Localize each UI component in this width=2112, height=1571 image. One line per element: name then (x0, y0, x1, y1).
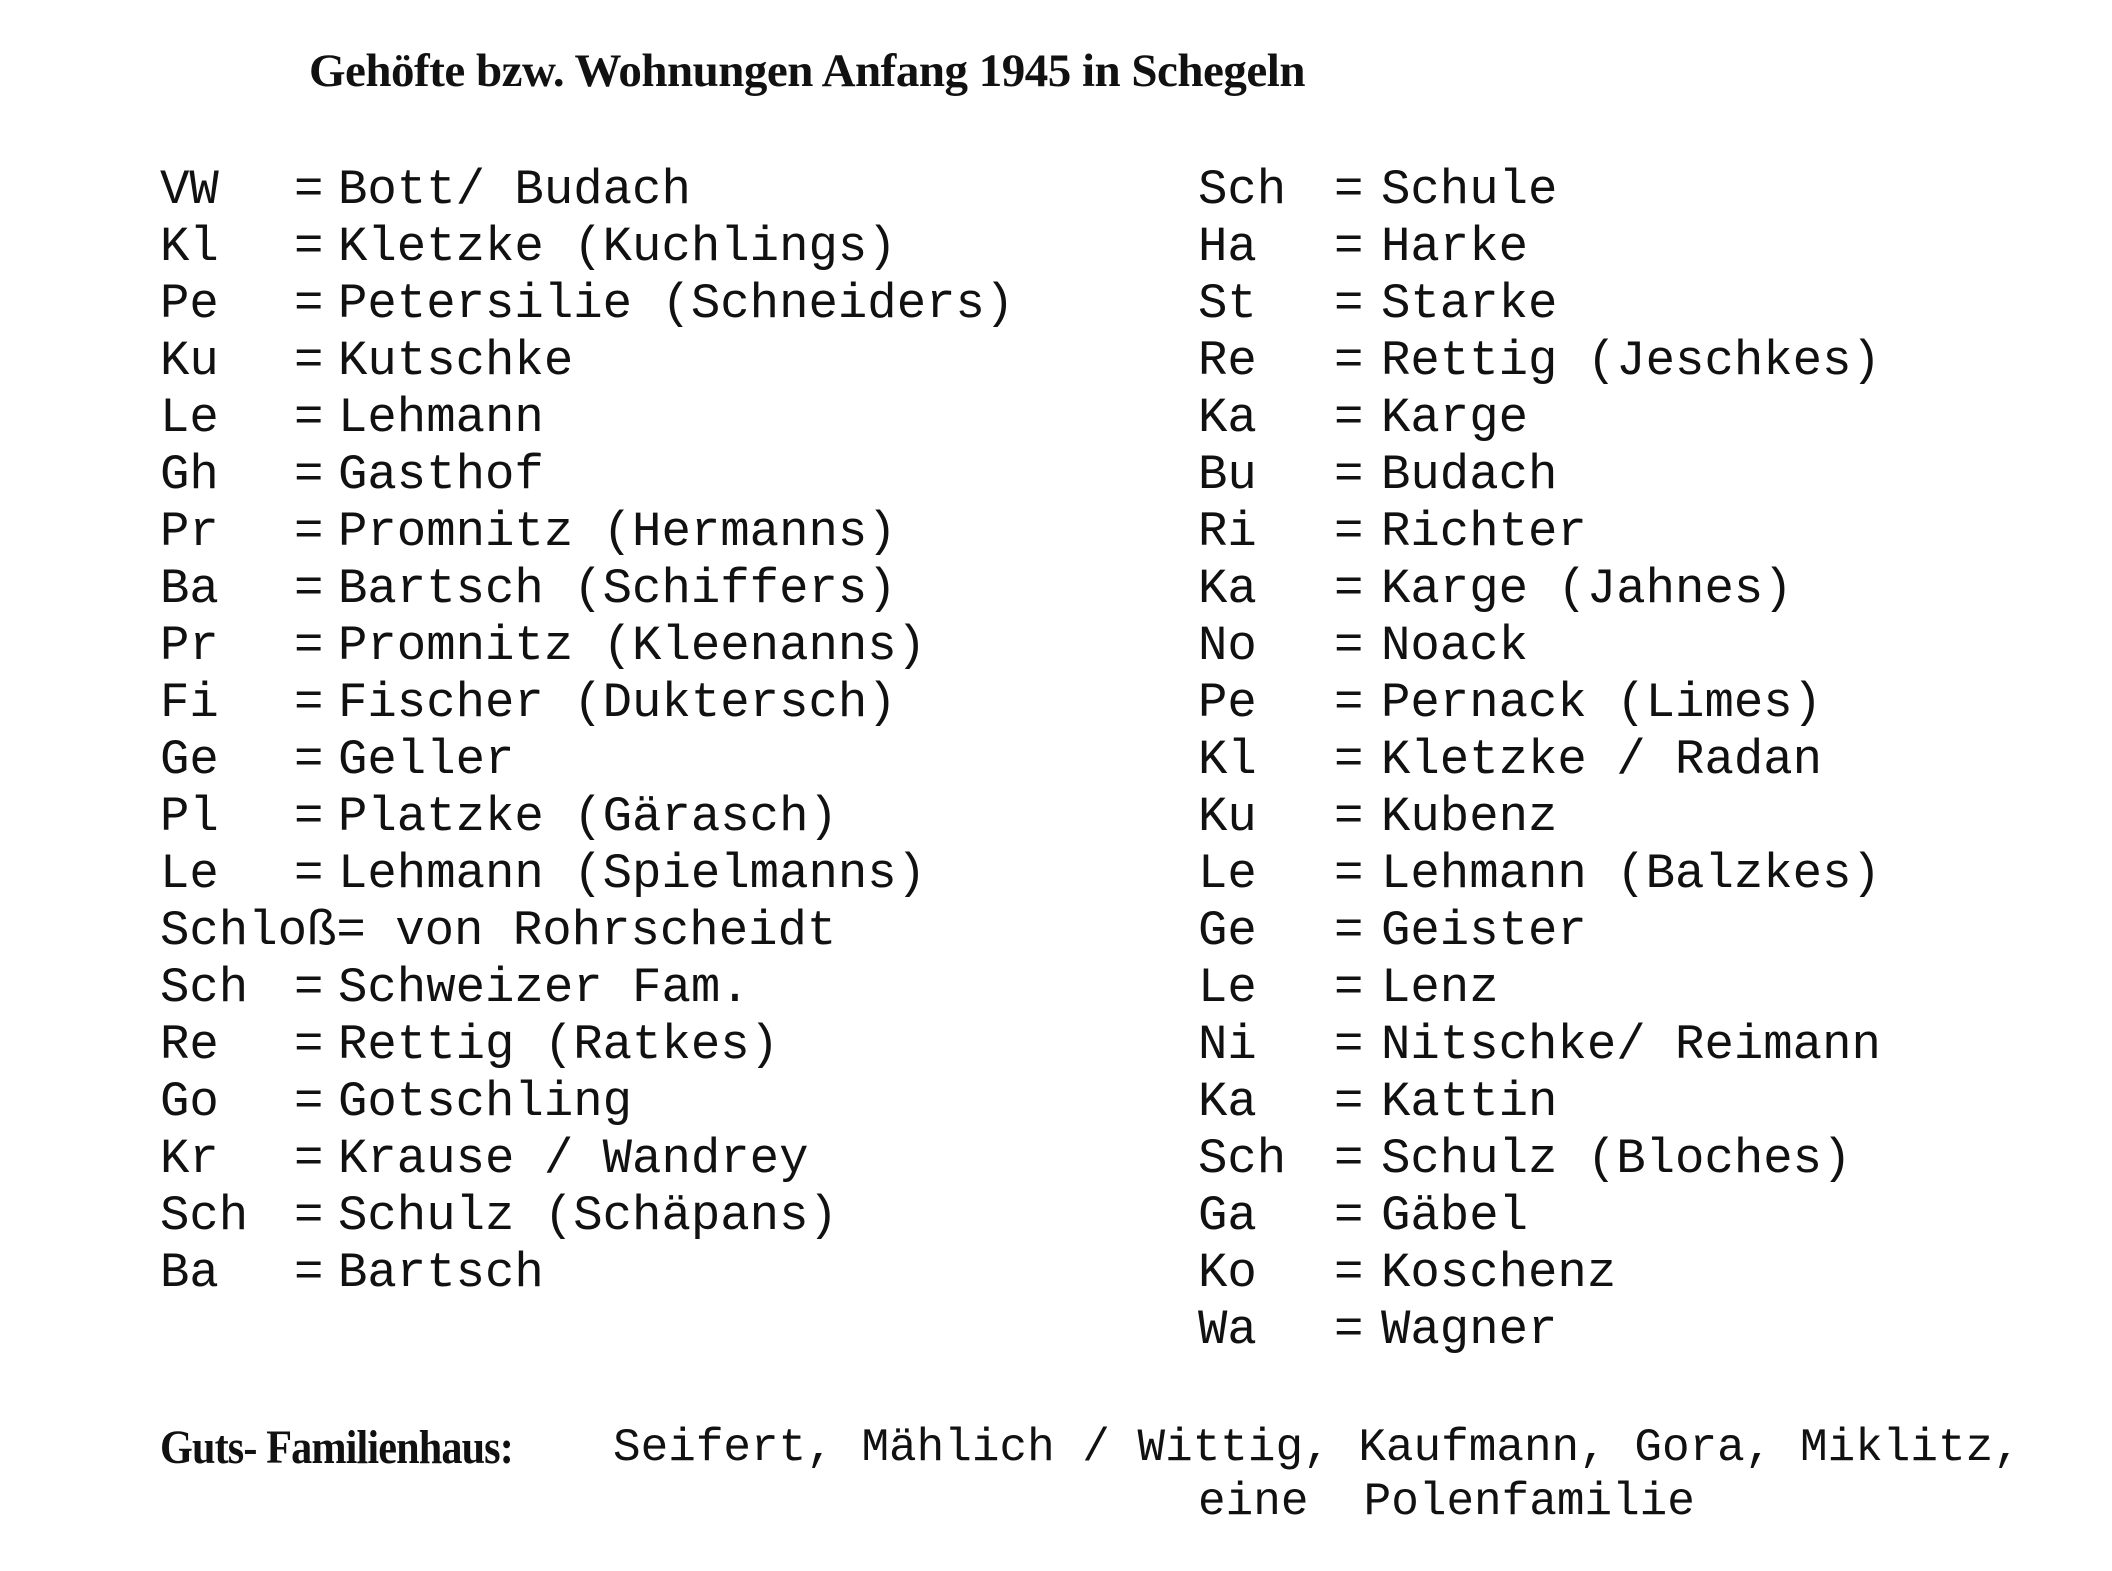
entry-code: Ku (160, 333, 219, 389)
entry-name: Karge (Jahnes) (1381, 561, 1793, 617)
entry-code: Go (160, 1074, 219, 1130)
entry-code: Re (160, 1017, 219, 1073)
entry-eq: = (1334, 504, 1364, 560)
entry-code: Ge (160, 732, 219, 788)
entry-name: Richter (1381, 504, 1587, 560)
entry-name: Lehmann (Spielmanns) (338, 846, 927, 902)
entry-code: Ba (160, 561, 219, 617)
entry-name: Karge (1381, 390, 1529, 446)
entry-code: Ko (1198, 1245, 1257, 1301)
entry-name: Kattin (1381, 1074, 1558, 1130)
entry-name: Schulz (Schäpans) (338, 1188, 838, 1244)
entry-eq: = (1334, 1188, 1364, 1244)
entry-eq: = (294, 219, 324, 275)
entry-name: Bartsch (338, 1245, 544, 1301)
entry-name: Budach (1381, 447, 1558, 503)
page-title: Gehöfte bzw. Wohnungen Anfang 1945 in Schegeln (309, 45, 1305, 97)
entry-name: Kletzke / Radan (1381, 732, 1823, 788)
entry-code: Wa (1198, 1302, 1257, 1358)
entry-eq: = (1334, 618, 1364, 674)
entry-code: Le (160, 846, 219, 902)
entry-name: Geister (1381, 903, 1587, 959)
entry-code: No (1198, 618, 1257, 674)
entry-eq: = (1334, 561, 1364, 617)
entry-eq: = (294, 1074, 324, 1130)
entry-name: Bartsch (Schiffers) (338, 561, 897, 617)
entry-code: Pr (160, 504, 219, 560)
entry-name: Gäbel (1381, 1188, 1529, 1244)
entry-code: Sch (1198, 162, 1287, 218)
entry-name: Rettig (Ratkes) (338, 1017, 780, 1073)
entry-name: Geller (338, 732, 515, 788)
entry-eq: = (1334, 333, 1364, 389)
entry-name: Noack (1381, 618, 1529, 674)
entry-code: St (1198, 276, 1257, 332)
entry-eq: = (1334, 1131, 1364, 1187)
entry-eq: = (294, 333, 324, 389)
entry-eq: = (294, 162, 324, 218)
entry-eq: = (1334, 390, 1364, 446)
entry-eq: = (1334, 219, 1364, 275)
entry-name: Schule (1381, 162, 1558, 218)
entry-eq: = (1334, 1017, 1364, 1073)
entry-code: Kl (1198, 732, 1257, 788)
entry-eq: = (294, 1131, 324, 1187)
entry-eq: = (294, 675, 324, 731)
entry-code: Kr (160, 1131, 219, 1187)
entry-code: Ka (1198, 561, 1257, 617)
entry-eq: = (1334, 1245, 1364, 1301)
entry-code: Pe (1198, 675, 1257, 731)
entry-name: Rettig (Jeschkes) (1381, 333, 1881, 389)
entry-code: Sch (1198, 1131, 1287, 1187)
entry-eq: = (294, 561, 324, 617)
entry-code: Ku (1198, 789, 1257, 845)
entry-code: Ba (160, 1245, 219, 1301)
entry-code: VW (160, 162, 219, 218)
entry-name: Krause / Wandrey (338, 1131, 809, 1187)
entry-eq: = (1334, 447, 1364, 503)
entry-eq: = (294, 732, 324, 788)
entry-code: Le (1198, 960, 1257, 1016)
entry-code: Ni (1198, 1017, 1257, 1073)
entry-name: Fischer (Duktersch) (338, 675, 897, 731)
entry-eq: = (294, 789, 324, 845)
entry-code: Gh (160, 447, 219, 503)
footer-names-line2: eine Polenfamilie (1198, 1476, 1695, 1528)
entry-eq: = (1334, 1074, 1364, 1130)
entry-code: Re (1198, 333, 1257, 389)
entry-code: Le (1198, 846, 1257, 902)
entry-name: Pernack (Limes) (1381, 675, 1823, 731)
entry-eq: = (1334, 1302, 1364, 1358)
entry-eq: = (294, 846, 324, 902)
entry-code: Kl (160, 219, 219, 275)
entry-eq: = (1334, 789, 1364, 845)
entry-name: Harke (1381, 219, 1529, 275)
entry-eq: = (294, 504, 324, 560)
entry-code: Schloß= von Rohrscheidt (160, 903, 837, 959)
entry-eq: = (294, 1188, 324, 1244)
entry-name: Lenz (1381, 960, 1499, 1016)
entry-name: Promnitz (Kleenanns) (338, 618, 927, 674)
entry-eq: = (294, 447, 324, 503)
footer-names-line1: Seifert, Mählich / Wittig, Kaufmann, Gora, Miklitz, (613, 1422, 2021, 1474)
entry-name: Starke (1381, 276, 1558, 332)
entry-name: Nitschke/ Reimann (1381, 1017, 1881, 1073)
entry-name: Lehmann (Balzkes) (1381, 846, 1881, 902)
entry-name: Bott/ Budach (338, 162, 691, 218)
entry-eq: = (294, 1017, 324, 1073)
entry-eq: = (1334, 276, 1364, 332)
entry-name: Gasthof (338, 447, 544, 503)
entry-name: Kutschke (338, 333, 574, 389)
entry-eq: = (1334, 675, 1364, 731)
entry-eq: = (1334, 903, 1364, 959)
entry-name: Lehmann (338, 390, 544, 446)
entry-eq: = (294, 1245, 324, 1301)
entry-name: Petersilie (Schneiders) (338, 276, 1015, 332)
entry-code: Ha (1198, 219, 1257, 275)
entry-name: Promnitz (Hermanns) (338, 504, 897, 560)
entry-name: Kubenz (1381, 789, 1558, 845)
entry-code: Sch (160, 960, 249, 1016)
entry-code: Ka (1198, 1074, 1257, 1130)
footer-label: Guts- Familienhaus: (160, 1421, 513, 1474)
entry-code: Ka (1198, 390, 1257, 446)
entry-eq: = (1334, 732, 1364, 788)
entry-eq: = (294, 960, 324, 1016)
entry-eq: = (294, 390, 324, 446)
entry-code: Fi (160, 675, 219, 731)
entry-eq: = (294, 276, 324, 332)
entry-code: Ge (1198, 903, 1257, 959)
entry-code: Le (160, 390, 219, 446)
entry-code: Ri (1198, 504, 1257, 560)
entry-name: Schulz (Bloches) (1381, 1131, 1852, 1187)
entry-eq: = (1334, 846, 1364, 902)
entry-name: Schweizer Fam. (338, 960, 750, 1016)
entry-code: Bu (1198, 447, 1257, 503)
entry-eq: = (1334, 162, 1364, 218)
entry-code: Pl (160, 789, 219, 845)
entry-code: Pr (160, 618, 219, 674)
entry-name: Koschenz (1381, 1245, 1617, 1301)
entry-eq: = (1334, 960, 1364, 1016)
entry-name: Platzke (Gärasch) (338, 789, 838, 845)
entry-code: Pe (160, 276, 219, 332)
entry-name: Wagner (1381, 1302, 1558, 1358)
entry-code: Ga (1198, 1188, 1257, 1244)
entry-name: Kletzke (Kuchlings) (338, 219, 897, 275)
entry-name: Gotschling (338, 1074, 633, 1130)
entry-eq: = (294, 618, 324, 674)
entry-code: Sch (160, 1188, 249, 1244)
